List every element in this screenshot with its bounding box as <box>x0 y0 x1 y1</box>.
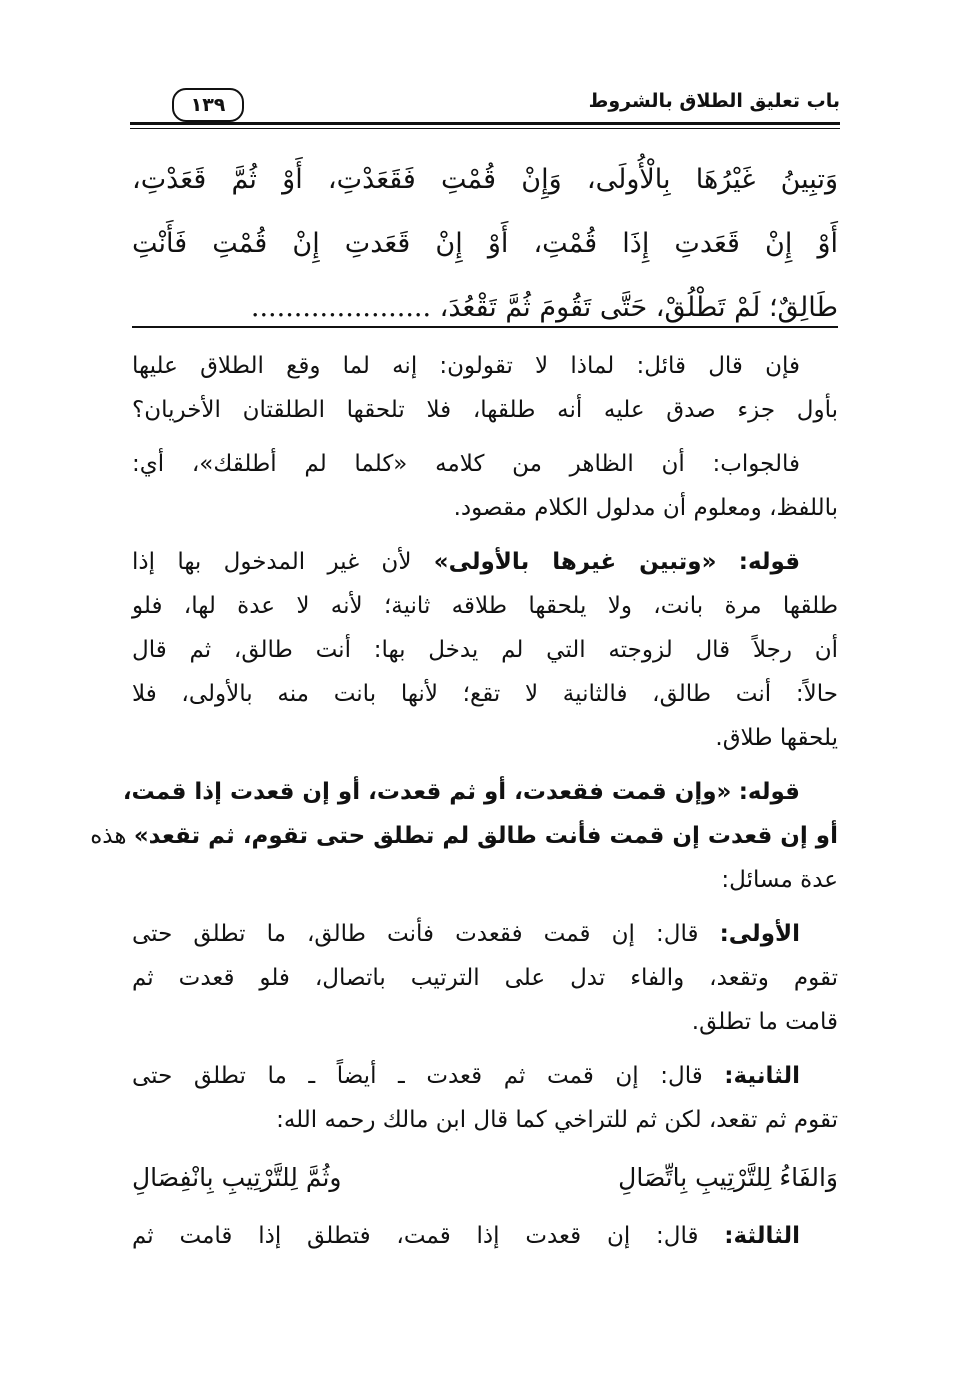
text-fragment: قال: إن قعدت إذا قمت، فتطلق إذا قامت ثم <box>132 1223 699 1249</box>
poem-first-hemistich: وَالفَاءُ لِلتَّرْتِيبِ بِاتِّصَالِ <box>618 1163 838 1192</box>
matn-text <box>132 148 838 340</box>
lead-word: الأولى: <box>719 921 801 947</box>
paragraph-second-rule <box>90 770 838 902</box>
paragraph-case-third <box>132 1214 838 1258</box>
poem-verse <box>132 1152 838 1204</box>
quoted-matn: «وإن قمت فقعدت، أو ثم قعدت، أو إن قعدت إذا قمت، <box>122 779 732 805</box>
page-number: ١٣٩ <box>172 88 244 122</box>
text-line: قامت ما تطلق. <box>691 1009 838 1035</box>
text-fragment: لأن غير المدخول بها إذا <box>132 549 412 575</box>
quoted-matn: أو إن قعدت إن قمت فأنت طالق لم تطلق حتى تقوم، ثم تقعد» <box>133 823 838 849</box>
paragraph-answer <box>132 442 838 530</box>
text-line <box>132 1214 838 1258</box>
matn-divider <box>132 326 838 328</box>
text-line <box>132 540 838 584</box>
page-header <box>130 84 840 132</box>
text-line <box>132 1054 838 1098</box>
text-line <box>90 814 838 858</box>
lead-word: قوله: <box>738 549 801 575</box>
paragraph-question <box>132 344 838 432</box>
text-line: باللفظ، ومعلوم أن مدلول الكلام مقصود. <box>453 495 838 521</box>
paragraph-case-first <box>132 912 838 1044</box>
text-line: فإن قال قائل: لماذا لا تقولون: إنه لما وقع الطلاق عليها <box>132 353 800 379</box>
text-line: بأول جزء صدق عليه أنه طلقها، فلا تلحقها الطلقتان الأخريان؟ <box>132 397 838 423</box>
text-line: تقوم وتقعد، والفاء تدل على الترتيب باتصال، فلو قعدت ثم <box>132 965 838 991</box>
text-line: يلحقها طلاق. <box>715 725 838 751</box>
quoted-matn: «وتبين غيرها بالأولى» <box>433 549 717 575</box>
text-line: طلقها مرة بانت، ولا يلحقها طلاقه ثانية؛ لأنه لا عدة لها، فلو <box>132 593 838 619</box>
text-fragment: قال: إن قمت ثم قعدت ـ أيضاً ـ ما تطلق حتى <box>132 1063 703 1089</box>
header-rule-thin <box>130 128 840 129</box>
text-line: أن رجلاً قال لزوجته التي لم يدخل بها: أنت طالق، ثم قال <box>132 637 838 663</box>
matn-line: طَالِقٌ؛ لَمْ تَطْلُقْ، حَتَّى تَقُومَ ثُمَّ تَقْعُدَ، ..................... <box>250 292 838 323</box>
poem-second-hemistich: وثُمَّ لِلتَّرْتِيبِ بِانْفِصَالِ <box>132 1163 342 1192</box>
lead-word: الثانية: <box>724 1063 800 1089</box>
text-line: فالجواب: أن الظاهر من كلامه «كلما لم أطلقك»، أي: <box>132 451 800 477</box>
matn-line: أَوْ إِنْ قَعَدتِ إِذَا قُمْتِ، أَوْ إِنْ قَعَدتِ إِنْ قُمْتِ فَأَنْتِ <box>132 228 838 259</box>
header-rule-thick <box>130 122 840 125</box>
chapter-title: باب تعليق الطلاق بالشروط <box>588 90 840 112</box>
text-line <box>132 912 838 956</box>
matn-line: وَتبِينُ غَيْرُهَا بِالْأُولَى، وَإِنْ قُمْتِ فَقَعَدْتِ، أَوْ ثُمَّ قَعَدْتِ، <box>132 164 838 195</box>
paragraph-case-second <box>132 1054 838 1142</box>
text-line <box>122 770 838 814</box>
text-fragment: قال: إن قمت فقعدت فأنت طالق، ما تطلق حتى <box>132 921 699 947</box>
text-line: تقوم ثم تقعد، لكن ثم للتراخي كما قال ابن مالك رحمه الله: <box>276 1107 838 1133</box>
lead-word: الثالثة: <box>724 1223 800 1249</box>
text-fragment: هذه <box>90 823 127 849</box>
commentary-text <box>90 344 838 1268</box>
text-line: حالاً: أنت طالق، فالثانية لا تقع؛ لأنها بانت منه بالأولى، فلا <box>132 681 838 707</box>
text-line: عدة مسائل: <box>721 867 838 893</box>
lead-word: قوله: <box>738 779 800 805</box>
paragraph-first-rule <box>132 540 838 760</box>
